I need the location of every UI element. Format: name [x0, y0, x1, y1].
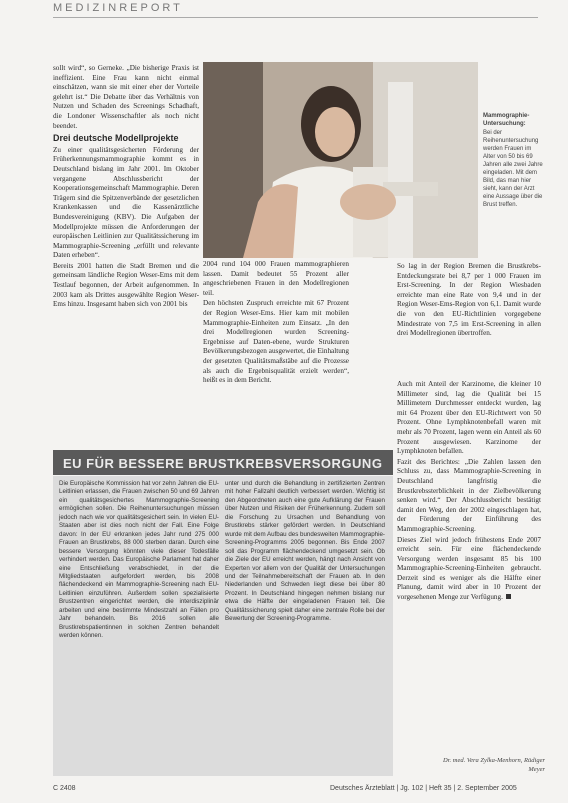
eu-box-title: EU FÜR BESSERE BRUSTKREBSVERSORGUNG	[63, 456, 383, 471]
author-byline: Dr. med. Vera Zylka-Menhorn, Rüdiger Meyer	[443, 757, 545, 773]
text-column-3	[397, 262, 541, 340]
end-of-article-mark	[506, 594, 511, 599]
text-column-3-continued	[397, 380, 541, 604]
eu-info-box	[53, 476, 393, 776]
column-1-paragraph: Bereits 2001 hatten die Stadt Bremen und die gemeinsam ländliche Region Weser-Ems mit dem Testlauf begonnen, der Arbeit aufgenommen. In 2003 kam als Drittes ausgewählte Region Weser-Ems hinzu. Insgesamt haben sich von 2001 bis	[53, 261, 199, 309]
photo-caption	[483, 112, 543, 209]
eu-box-column-2	[225, 480, 385, 624]
column-2-paragraph: 2004 rund 104 000 Frauen mammographieren lassen. Damit bedeutet 55 Prozent aller angeschriebenen Frauen in den Modellregionen teil.	[203, 260, 349, 297]
eu-box-text: Die Europäische Kommission hat vor zehn Jahren die EU-Leitlinien erlassen, die Frauen zwischen 50 und 69 Jahren ein qualitätsgesichertes Mammographie-Screening ermöglichen sollen. Die Reihenuntersuchungen müssen jedoch nach wie vor qualitätsgesichert sein. In vielen EU-Staaten aber ist dies noch nicht der Fall. Eine Folge davon: In der EU erkranken jedes Jahr rund 275 000 Frauen an Brustkrebs, 88 000 sterben daran. Durch eine bessere Versorgung könnten viele dieser Todesfälle verhindert werden. Das Europäische Parlament hat daher eine Entschließung verabschiedet, in der die Mitgliedstaaten aufgefordert werden, bis 2008 flächendeckend ein Mammographie-Screening nach EU-Leitlinien einzuführen. Außerdem sollen spezialisierte Brustzentren eingerichtet werden, die interdisziplinär arbeiten und eine bestimmte Mindestzahl an Fällen pro Jahr behandeln. Bis 2016 sollen alle Brustkrebspatientinnen in solchen Zentren behandelt werden können.	[59, 480, 219, 640]
column-3-paragraph: Fazit des Berichtes: „Die Zahlen lassen den Schluss zu, dass Mammographie-Screening in Deutschland langfristig die Brustkrebssterblichkeit in der Zielbevölkerung senken wird.“ Der Abschlussbericht bestätigt damit den Weg, den der 2002 eingeschlagen hat, der Förderung der Einführung des Mammographie-Screening.	[397, 457, 541, 533]
mammography-illustration	[203, 62, 478, 258]
header-divider	[53, 17, 538, 18]
journal-citation: Deutsches Ärzteblatt | Jg. 102 | Heft 35 | 2. September 2005	[330, 785, 517, 792]
page-number: C 2408	[53, 785, 76, 792]
text-column-2	[203, 260, 349, 387]
mammography-photo	[203, 62, 478, 258]
column-3-final-text: Dieses Ziel wird jedoch frühestens Ende 2007 erreicht sein. Für eine flächendeckende Versorgung werden insgesamt 85 bis 100 Mammographie-Screening-Einheiten gebraucht. Derzeit sind es weniger als die Hälfte einer Planung, damit wird aber in 10 Prozent der vorgesehenen Menge zur Verfügung.	[397, 535, 541, 602]
section-header: MEDIZINREPORT	[53, 2, 183, 14]
column-1-paragraph: Zu einer qualitätsgesicherten Förderung der Früherkennungsmammographie kommt es in Deutschland bislang im Jahr 2001. Im Oktober vergangene Abschlussbericht der Kooperationsgemeinschaft Mammographie. Deren Trägern sind die Spitzenverbände der gesetzlichen Krankenkassen und die Kassenärztliche Bundesvereinigung (KBV). Die Aufgaben der Modellprojekte müssen die Anforderungen der europäischen Leitlinien zur Qualitätssicherung im Mammographie-Screening „erfüllt und relevante Daten erheben“.	[53, 145, 199, 260]
eu-box-banner	[53, 450, 393, 475]
eu-box-column-1	[59, 480, 219, 641]
column-3-paragraph: So lag in der Region Bremen die Brustkrebs-Entdeckungsrate bei 8,7 per 1 000 Frauen im Erst-Screening. In der Region Wiesbaden erreichte man eine Rate von 9,4 und in der Region Weser-Ems-Region von 6,1. Damit wurde die von den EU-Richtlinien vorgegebene Mindestrate von 7,5 im Erst-Screening in allen drei Modellregionen übertroffen.	[397, 262, 541, 338]
column-3-paragraph: Auch mit Anteil der Karzinome, die kleiner 10 Millimeter sind, lag die Qualität bei 15 Millimetern Durchmesser entdeckt wurden, lag mit 64 Prozent über den EU-Richtwert von 50 Prozent. Ohne Lymphknotenbefall waren mit mehr als 70 Prozent, lagen wenn ein Anteil als 60 Prozent ausgewiesen. Karzinome der Lymphknoten befallen.	[397, 380, 541, 456]
caption-text: Bei der Reihenuntersuchung werden Frauen im Alter von 50 bis 69 Jahren alle zwei Jahre eingeladen. Mit dem Bild, das man hier sieht, kann der Arzt eine Aussage über die Brust treffen.	[483, 130, 543, 208]
eu-box-text: unter und durch die Behandlung in zertifizierten Zentren mit hoher Fallzahl deutlich verbessert werden. Wichtig ist den Abgeordneten auch eine gute Aufklärung der Frauen über Nutzen und Risiken der Früherkennung. Zudem soll die Forschung zu Ursachen und Behandlung von Brustkrebs stärker gefördert werden. In Deutschland wurde mit dem Aufbau des bundesweiten Mammographie-Screening-Programms 2005 begonnen. Bis Ende 2007 soll das Programm flächendeckend umgesetzt sein. Ob die Ziele der EU erreicht werden, hängt nach Ansicht von Experten vor allem von der Qualität der Untersuchungen und der Teilnahmebereitschaft der Frauen ab. In den Niederlanden und Schweden liegt diese bei über 80 Prozent. In Deutschland hingegen nehmen bislang nur etwa die Hälfte der eingeladenen Frauen teil. Die Qualitätssicherung spielt daher eine zentrale Rolle bei der Bewertung der Screening-Programme.	[225, 480, 385, 623]
column-1-intro: sollt wird“, so Gerneke. „Die bisherige Praxis ist ineffizient. Eine Frau kann nicht einmal einschätzen, wann sie mit einer eher der Vorteile gelehrt ist.“ Die Debatte über das Verhältnis von Nutzen und Schaden des Screenings Schadhaft, die Londoner Wissenschaftler als noch nicht beendet.	[53, 64, 199, 130]
caption-title: Mammographie-Untersuchung:	[483, 113, 530, 127]
text-column-1	[53, 64, 199, 311]
column-3-paragraph	[397, 536, 541, 603]
subheading-modellprojekte: Drei deutsche Modellprojekte	[53, 133, 179, 144]
column-2-paragraph: Den höchsten Zuspruch erreichte mit 67 Prozent der Region Weser-Ems. Hier kam mit mobilen Mammographie-Einheiten zum Einsatz. „In den drei Modellregionen wurden Screening-Ergebnisse auf Daten-ebene, wurde Strukturen Bevölkerungsbezogen ausgewertet, die Einhaltung der gesetzten Qualitätsmaßstäbe auf die Prozesse als auch die Ergebnisqualität erzielt werden“, heißt es in dem Bericht.	[203, 299, 349, 385]
